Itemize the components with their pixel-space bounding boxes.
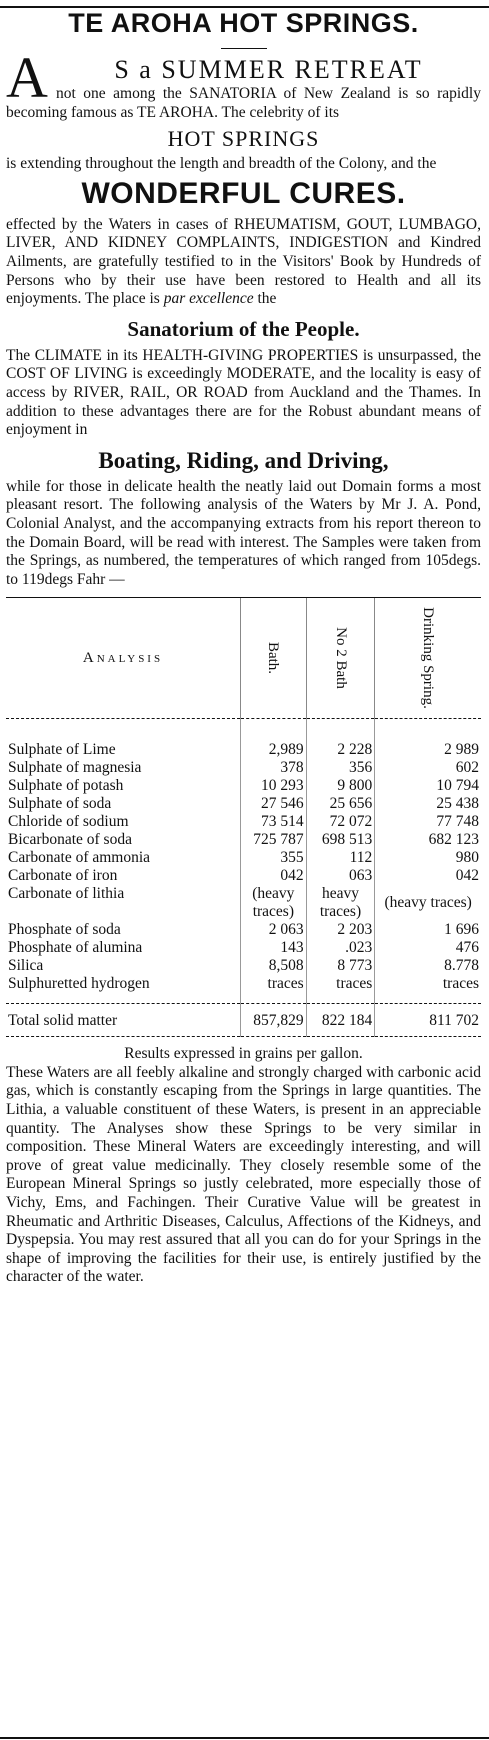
table-row: Sulphuretted hydrogen traces traces traces [6,975,481,1004]
table-row: Carbonate of ammonia 355 112 980 [8,849,479,867]
sanatorium-heading: Sanatorium of the People. [127,316,360,341]
cures-text-main: effected by the Waters in cases of RHEUMATISM, GOUT, LUMBAGO, LIVER, AND KIDNEY COMPLAINTS, INDIGESTION and Kindred Ailments, are gratefully testified to in the Visitors' Book by Hundreds of Persons who by their use have been restored to Health and all its enjoyments. The place is [6,215,481,308]
cures-italic: par excellence [163,290,254,308]
boating-heading: Boating, Riding, and Driving, [98,447,389,473]
table-row: Phosphate of alumina 143 .023 476 [8,939,479,957]
table-row: Silica 8,508 8 773 8.778 [8,957,479,975]
analysis-table [6,597,481,1037]
headline: TE AROHA HOT SPRINGS. [68,8,419,38]
cures-text [6,216,481,309]
drinking-spring-column-header: Drinking Spring. [375,598,481,719]
table-row: Sulphate of magnesia 378 356 602 [8,759,479,777]
bottom-rule [0,1737,489,1739]
table-row: Chloride of sodium 73 514 72 072 77 748 [8,813,479,831]
drop-cap: A [6,45,48,110]
advertisement-page [0,6,489,1740]
climate-text: The CLIMATE in its HEALTH-GIVING PROPERTIES is unsurpassed, the COST OF LIVING is exceedingly MODERATE, and the locality is easy of access by RIVER, RAIL, OR ROAD from Auckland and the Thames. In addition to these advantages there are for the Robust abundant means of enjoyment in [6,346,481,439]
table-row: Bicarbonate of soda 725 787 698 513 682 123 [8,831,479,849]
top-rule [0,6,489,8]
table-row: Sulphate of soda 27 546 25 656 25 438 [8,795,479,813]
wonderful-cures-heading: WONDERFUL CURES. [81,176,406,210]
table-row: Carbonate of iron 042 063 042 [8,867,479,885]
table-row: Sulphate of potash 10 293 9 800 10 794 [8,777,479,795]
bath-column-header: Bath. [241,598,307,719]
closing-text: These Waters are all feebly alkaline and strongly charged with carbonic acid gas, which is constantly escaping from the Springs in large quantities. The Lithia, a valuable constituent of these Waters, is present in an appreciable quantity. The Analyses show these Springs to be very similar in composition. These Mineral Waters are exceedingly interesting, and will prove of great value medicinally. They closely resemble some of the European Mineral Springs so justly celebrated, more especially those of Vichy, Ems, and Fachingen. Their Curative Value will be greatest in Rheumatic and Arthritic Diseases, Calculus, Affections of the Kidneys, and Dyspepsia. You may rest assured that all you can do for your Springs in the shape of improving the facilities for their use, is entirely justified by the character of the water. [6,1063,481,1286]
table-row: Carbonate of lithia (heavy traces) heavy traces) (heavy traces) [6,885,481,921]
cures-text-end: the [257,290,277,308]
boating-text: while for those in delicate health the neatly laid out Domain forms a most pleasant resort. The following analysis of the Waters by Mr J. A. Pond, Colonial Analyst, and the accompanying extracts from his report thereon to the Domain Board, will be read with interest. The Samples were taken from the Springs, as numbered, the temperatures of which ranged from 105degs. to 119degs Fahr — [6,477,481,588]
summer-retreat-line: S a SUMMER RETREAT [114,55,423,84]
hot-springs-heading: HOT SPRINGS [167,126,320,152]
intro-text: not one among the SANATORIA of New Zealand is so rapidly becoming famous as TE AROHA. The celebrity of its [6,85,481,121]
analysis-column-header: Analysis [6,598,241,719]
extending-text: is extending throughout the length and breadth of the Colony, and the [6,155,437,173]
results-caption: Results expressed in grains per gallon. [124,1045,363,1063]
headline-divider [221,48,267,49]
table-header-row [6,598,481,719]
table-row: Phosphate of soda 2 063 2 203 1 696 [8,921,479,939]
total-row: Total solid matter 857,829 822 184 811 702 [6,1004,481,1037]
table-row: Sulphate of Lime 2,989 2 228 2 989 [6,719,481,760]
no2-bath-column-header: No 2 Bath [306,598,375,719]
